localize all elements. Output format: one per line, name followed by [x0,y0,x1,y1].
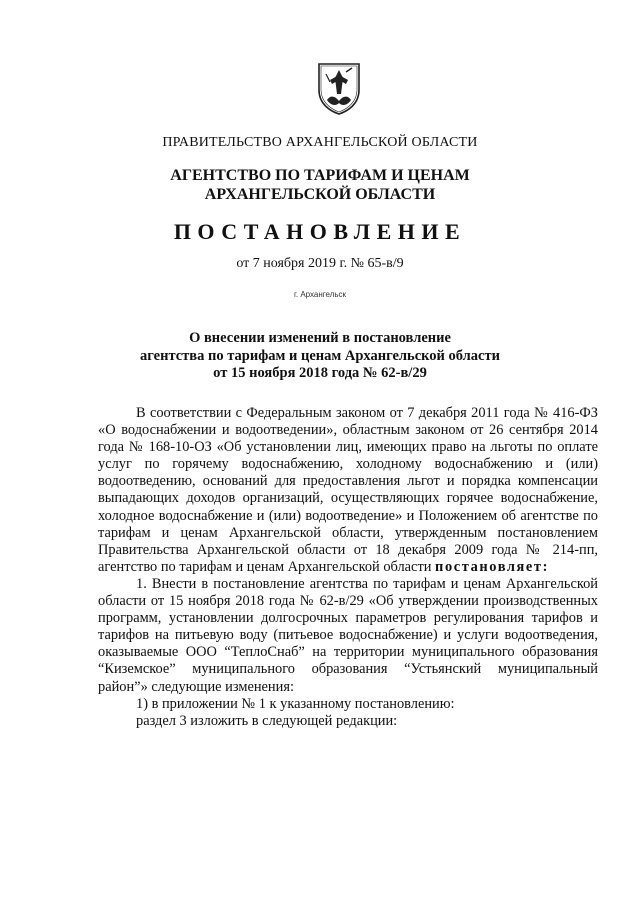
item-1-paragraph: 1. Внести в постановление агентства по тарифам и ценам Архангельской области от 15 ноября 2018 года № 62-в/29 «Об утверждении производственных программ, установлении долгосрочных параметров регулирования тарифов и тарифов на питьевую воду (питьевое водоснабжение) и услуги водоотведения, оказываемые ООО “ТеплоСнаб” на территории муниципального образования “Киземское” муниципального образования “Устьянский муниципальный район”» следующие изменения: [98,575,598,695]
document-date-number: от 7 ноября 2019 г. № 65-в/9 [236,256,404,271]
document-city: г. Архангельск [293,290,347,299]
preamble-text: В соответствии с Федеральным законом от 7 декабря 2011 года № 416-ФЗ «О водоснабжении и водоотведении», областным законом от 26 сентября 2014 года № 168-10-ОЗ «Об установлении лиц, имеющих право на льготы по оплате услуг по горячему водоснабжению, холодному водоснабжению и (или) водоотведению, оснований для предоставления льгот и порядка компенсации выпадающих доходов организаций, осуществляющих горячее водоснабжение, холодное водоснабжение и (или) водоотведение» и Положением об агентстве по тарифам и ценам Архангельской области, утвержденным постановлением Правительства Архангельской области от 18 декабря 2009 года № 214-пп, агентство по тарифам и ценам Архангельской области [98,405,598,575]
coat-of-arms-emblem [316,60,362,116]
subject-line-3: от 15 ноября 2018 года № 62-в/29 [213,365,427,381]
item-1-subitem-1: 1) в приложении № 1 к указанному постановлению: [136,695,455,712]
agency-name [0,166,640,204]
item-1-subitem-2: раздел 3 изложить в следующей редакции: [136,712,398,729]
agency-line-2: АРХАНГЕЛЬСКОЙ ОБЛАСТИ [204,186,436,203]
document-type: ПОСТАНОВЛЕНИЕ [173,219,467,244]
subject-line-1: О внесении изменений в постановление [189,330,451,346]
document-subject [0,330,640,383]
resolves-word: постановляет: [435,558,549,575]
preamble-paragraph [98,405,598,576]
government-name: ПРАВИТЕЛЬСТВО АРХАНГЕЛЬСКОЙ ОБЛАСТИ [162,135,478,150]
agency-line-1: АГЕНТСТВО ПО ТАРИФАМ И ЦЕНАМ [170,167,470,184]
document-body [98,405,598,730]
subject-line-2: агентства по тарифам и ценам Архангельской области [140,347,500,364]
